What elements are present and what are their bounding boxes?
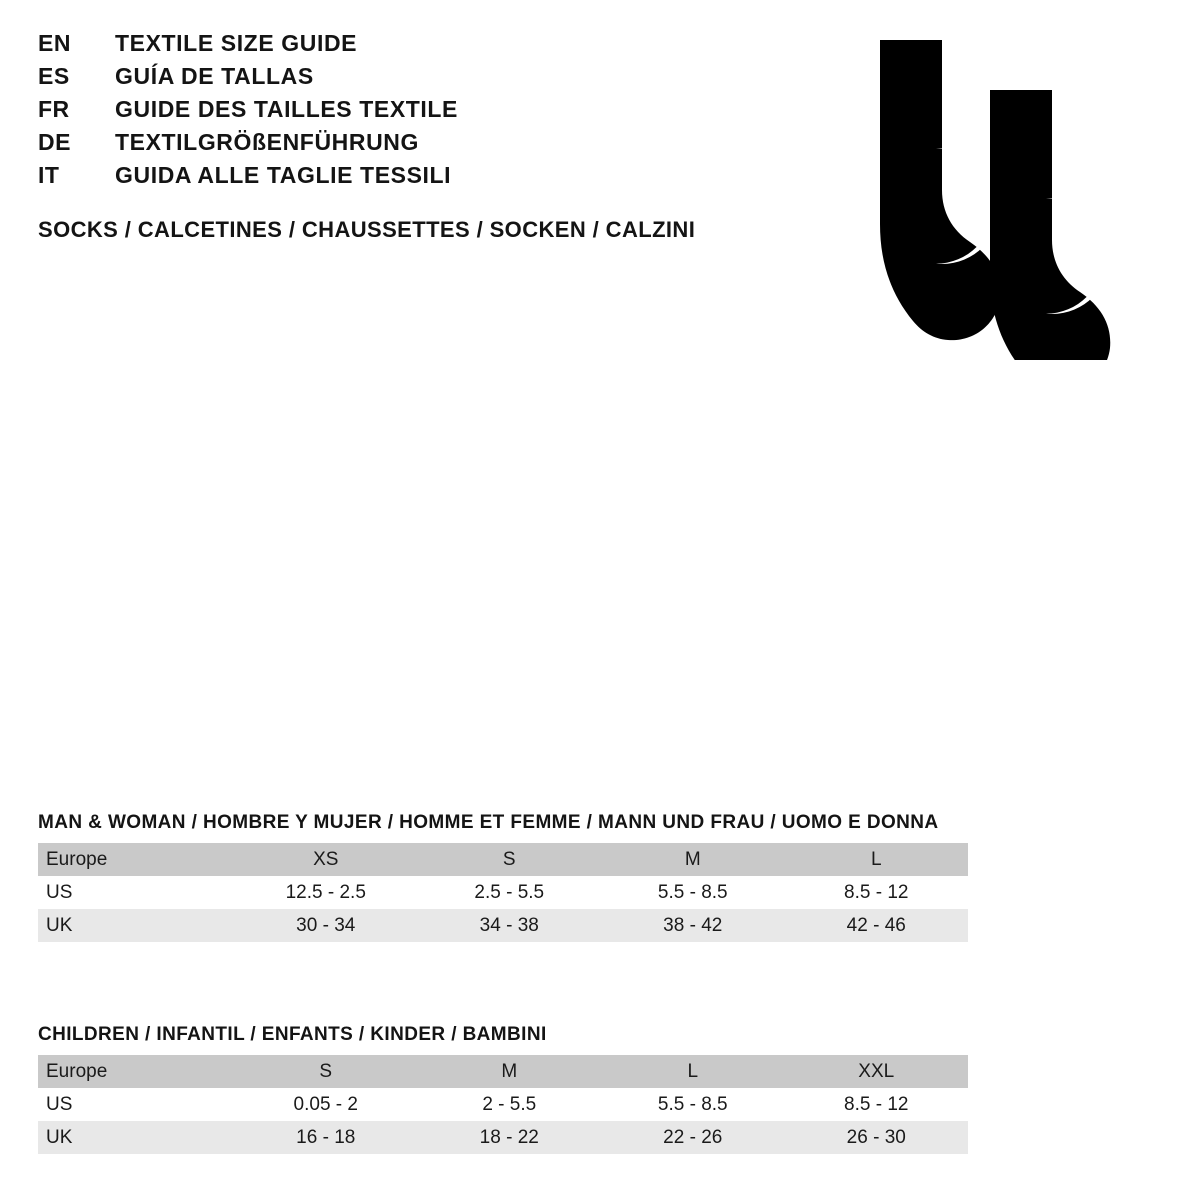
language-title: GUIDE DES TAILLES TEXTILE bbox=[115, 96, 458, 122]
cell: 30 - 34 bbox=[234, 909, 418, 942]
cell: 22 - 26 bbox=[601, 1121, 785, 1154]
socks-pair-icon bbox=[805, 30, 1125, 360]
row-label: US bbox=[38, 1088, 234, 1121]
cell: 16 - 18 bbox=[234, 1121, 418, 1154]
language-row-it bbox=[38, 162, 758, 195]
row-label: Europe bbox=[38, 843, 234, 876]
cell: 34 - 38 bbox=[418, 909, 602, 942]
language-row-en bbox=[38, 30, 758, 63]
cell: 18 - 22 bbox=[418, 1121, 602, 1154]
cell: M bbox=[418, 1055, 602, 1088]
cell: 2.5 - 5.5 bbox=[418, 876, 602, 909]
language-title: GUIDA ALLE TAGLIE TESSILI bbox=[115, 162, 452, 188]
language-row-de bbox=[38, 129, 758, 162]
cell: S bbox=[418, 843, 602, 876]
cell: 8.5 - 12 bbox=[785, 876, 969, 909]
language-code: IT bbox=[38, 162, 60, 188]
table-row bbox=[38, 1055, 968, 1088]
language-code: ES bbox=[38, 63, 70, 89]
table-row bbox=[38, 843, 968, 876]
row-label: US bbox=[38, 876, 234, 909]
size-table-children bbox=[38, 1024, 968, 1154]
cell: 38 - 42 bbox=[601, 909, 785, 942]
language-code: EN bbox=[38, 30, 71, 56]
children-size-table bbox=[38, 1055, 968, 1154]
language-code: FR bbox=[38, 96, 70, 122]
cell: S bbox=[234, 1055, 418, 1088]
cell: M bbox=[601, 843, 785, 876]
cell: 12.5 - 2.5 bbox=[234, 876, 418, 909]
language-title: GUÍA DE TALLAS bbox=[115, 63, 314, 89]
language-code: DE bbox=[38, 129, 71, 155]
language-title: TEXTILGRÖßENFÜHRUNG bbox=[115, 129, 419, 155]
header-language-list bbox=[38, 30, 758, 243]
table-title-adult: MAN & WOMAN / HOMBRE Y MUJER / HOMME ET FEMME / MANN UND FRAU / UOMO E DONNA bbox=[38, 812, 939, 833]
table-title-children: CHILDREN / INFANTIL / ENFANTS / KINDER / BAMBINI bbox=[38, 1024, 547, 1045]
language-row-fr bbox=[38, 96, 758, 129]
row-label: UK bbox=[38, 909, 234, 942]
table-row bbox=[38, 909, 968, 942]
cell: XS bbox=[234, 843, 418, 876]
row-label: UK bbox=[38, 1121, 234, 1154]
cell: L bbox=[601, 1055, 785, 1088]
cell: 8.5 - 12 bbox=[785, 1088, 969, 1121]
cell: 0.05 - 2 bbox=[234, 1088, 418, 1121]
adult-size-table bbox=[38, 843, 968, 942]
language-row-es bbox=[38, 63, 758, 96]
product-category-title: SOCKS / CALCETINES / CHAUSSETTES / SOCKEN / CALZINI bbox=[38, 217, 696, 242]
sock-back-shape bbox=[880, 40, 1000, 340]
cell: 26 - 30 bbox=[785, 1121, 969, 1154]
table-row bbox=[38, 1088, 968, 1121]
language-title: TEXTILE SIZE GUIDE bbox=[115, 30, 358, 56]
cell: XXL bbox=[785, 1055, 969, 1088]
size-table-adult bbox=[38, 812, 968, 942]
cell: 42 - 46 bbox=[785, 909, 969, 942]
cell: L bbox=[785, 843, 969, 876]
cell: 5.5 - 8.5 bbox=[601, 1088, 785, 1121]
sock-front-shape bbox=[990, 90, 1110, 360]
cell: 2 - 5.5 bbox=[418, 1088, 602, 1121]
row-label: Europe bbox=[38, 1055, 234, 1088]
table-row bbox=[38, 876, 968, 909]
cell: 5.5 - 8.5 bbox=[601, 876, 785, 909]
table-row bbox=[38, 1121, 968, 1154]
